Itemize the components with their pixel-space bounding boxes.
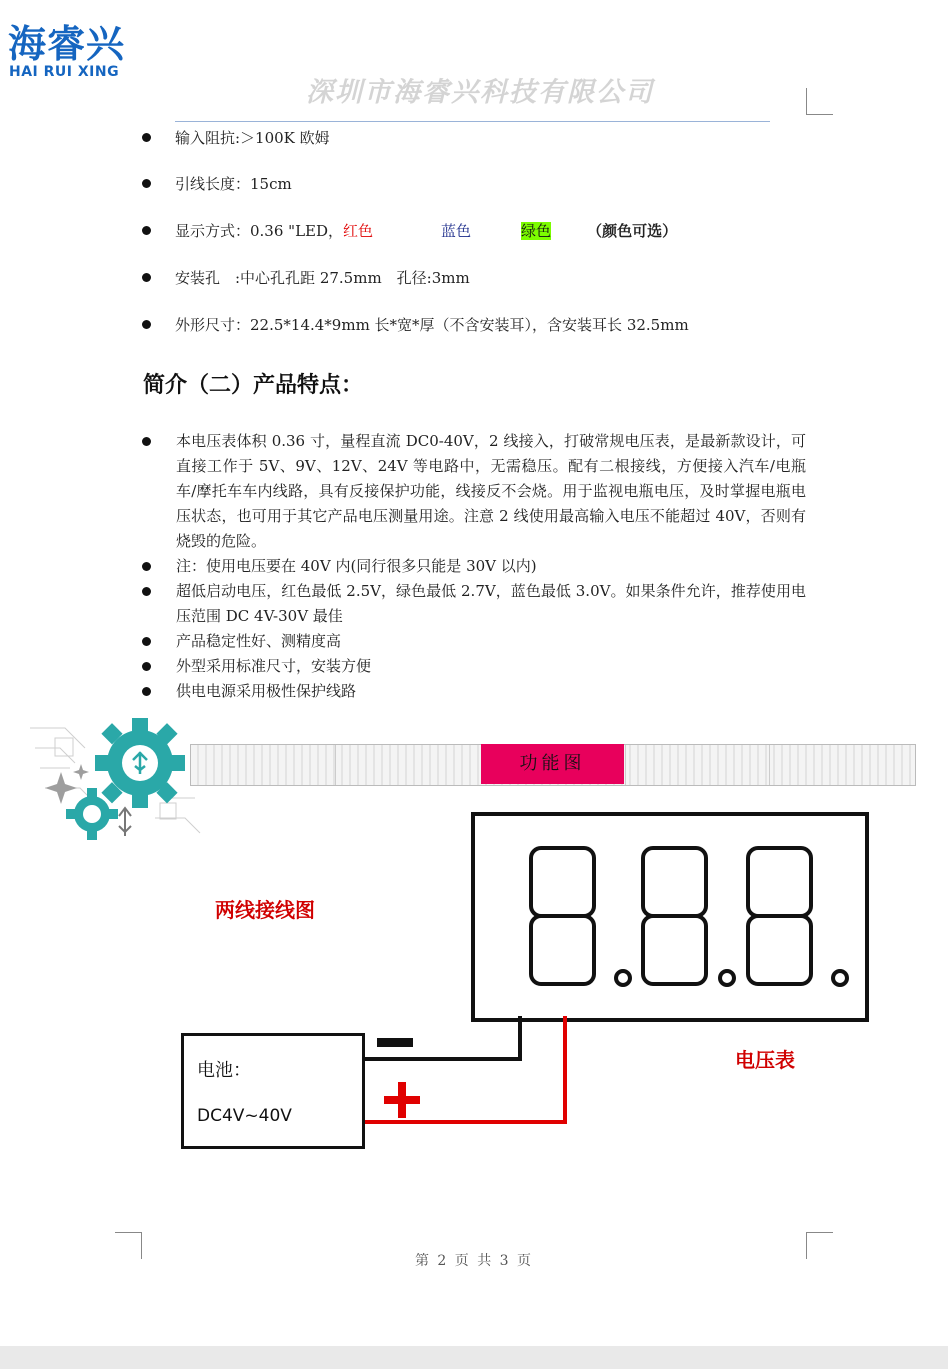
sparkle-icon bbox=[45, 772, 77, 804]
battery-label: 电池： bbox=[197, 1060, 251, 1081]
color-note: （颜色可选） bbox=[587, 222, 678, 240]
bullet-icon bbox=[142, 562, 151, 571]
spec-input-impedance bbox=[142, 128, 330, 148]
battery-box bbox=[181, 1033, 365, 1149]
battery-range: DC4V~40V bbox=[197, 1106, 292, 1126]
banner-divider bbox=[769, 745, 770, 785]
page-number: 第 2 页 共 3 页 bbox=[414, 1253, 534, 1269]
spec-text: 输入阻抗:＞100K 欧姆 bbox=[175, 129, 330, 147]
header-divider bbox=[175, 121, 770, 122]
bullet-icon bbox=[142, 587, 151, 596]
page-bottom-bar bbox=[0, 1346, 948, 1369]
bullet-icon bbox=[142, 687, 151, 696]
spec-dimensions bbox=[142, 315, 689, 335]
spec-text: 安装孔 :中心孔孔距 27.5mm 孔径:3mm bbox=[175, 269, 470, 287]
banner-label: 功能图 bbox=[481, 744, 624, 784]
digit-two bbox=[643, 848, 734, 985]
banner-divider bbox=[625, 745, 626, 785]
spec-mounting-hole bbox=[142, 268, 470, 288]
digit-one bbox=[531, 848, 630, 985]
company-watermark: 深圳市海睿兴科技有限公司 bbox=[306, 77, 654, 108]
usb-icon bbox=[119, 808, 131, 836]
feature-item: 本电压表体积 0.36 寸，量程直流 DC0-40V，2 线接入，打破常规电压表，是最新款设计，可直接工作于 5V、9V、12V、24V 等电路中，无需稳压。配有二根接线，方便接入汽车/电瓶车/摩托车车内线路，具有反接保护功能，线接反不会烧。用于监视电瓶电压，及时掌握电瓶电压状态，也可用于其它产品电压测量用途。注意 2 线使用最高输入电压不能超过 40V，否则有烧毁的危险。 bbox=[176, 432, 806, 550]
spec-text: 引线长度：15cm bbox=[175, 175, 292, 193]
bullet-icon bbox=[142, 437, 151, 446]
bullet-icon bbox=[142, 179, 151, 188]
color-blue: 蓝色 bbox=[441, 222, 472, 240]
crop-mark-top-right bbox=[806, 88, 833, 115]
color-red: 红色 bbox=[343, 222, 374, 240]
section-title: 简介（二）产品特点： bbox=[143, 373, 364, 398]
feature-item: 外型采用标准尺寸，安装方便 bbox=[176, 657, 372, 675]
diagram-title: 两线接线图 bbox=[215, 898, 315, 922]
bullet-icon bbox=[142, 133, 151, 142]
bullet-icon bbox=[142, 226, 151, 235]
logo-english: HAI RUI XING bbox=[9, 64, 120, 80]
voltmeter-label: 电压表 bbox=[735, 1048, 795, 1072]
wiring bbox=[355, 1014, 575, 1134]
red-wire bbox=[361, 1016, 565, 1122]
spec-lead-length bbox=[142, 174, 292, 194]
digit-three bbox=[748, 848, 847, 985]
bullet-icon bbox=[142, 637, 151, 646]
feature-item: 产品稳定性好、测精度高 bbox=[176, 632, 342, 650]
seven-segment-digits bbox=[471, 812, 869, 1022]
bullet-icon bbox=[142, 273, 151, 282]
logo-chinese: 海睿兴 bbox=[8, 22, 126, 66]
sparkle-icon bbox=[73, 764, 89, 780]
feature-item: 供电电源采用极性保护线路 bbox=[176, 682, 357, 700]
black-wire bbox=[361, 1016, 520, 1059]
banner-divider bbox=[335, 745, 336, 785]
spec-display bbox=[142, 221, 677, 241]
minus-icon bbox=[377, 1038, 413, 1047]
feature-item: 超低启动电压，红色最低 2.5V，绿色最低 2.7V，蓝色最低 3.0V。如果条件允许，推荐使用电压范围 DC 4V-30V 最佳 bbox=[176, 582, 806, 625]
feature-item: 注：使用电压要在 40V 内(同行很多只能是 30V 以内) bbox=[176, 557, 537, 575]
color-green: 绿色 bbox=[521, 222, 552, 240]
gear-decoration-icon bbox=[25, 708, 205, 848]
spec-text: 外形尺寸：22.5*14.4*9mm 长*宽*厚（不含安装耳），含安装耳长 32.5mm bbox=[175, 316, 689, 334]
bullet-icon bbox=[142, 662, 151, 671]
spec-text: 显示方式：0.36 "LED， bbox=[175, 222, 344, 240]
bullet-icon bbox=[142, 320, 151, 329]
